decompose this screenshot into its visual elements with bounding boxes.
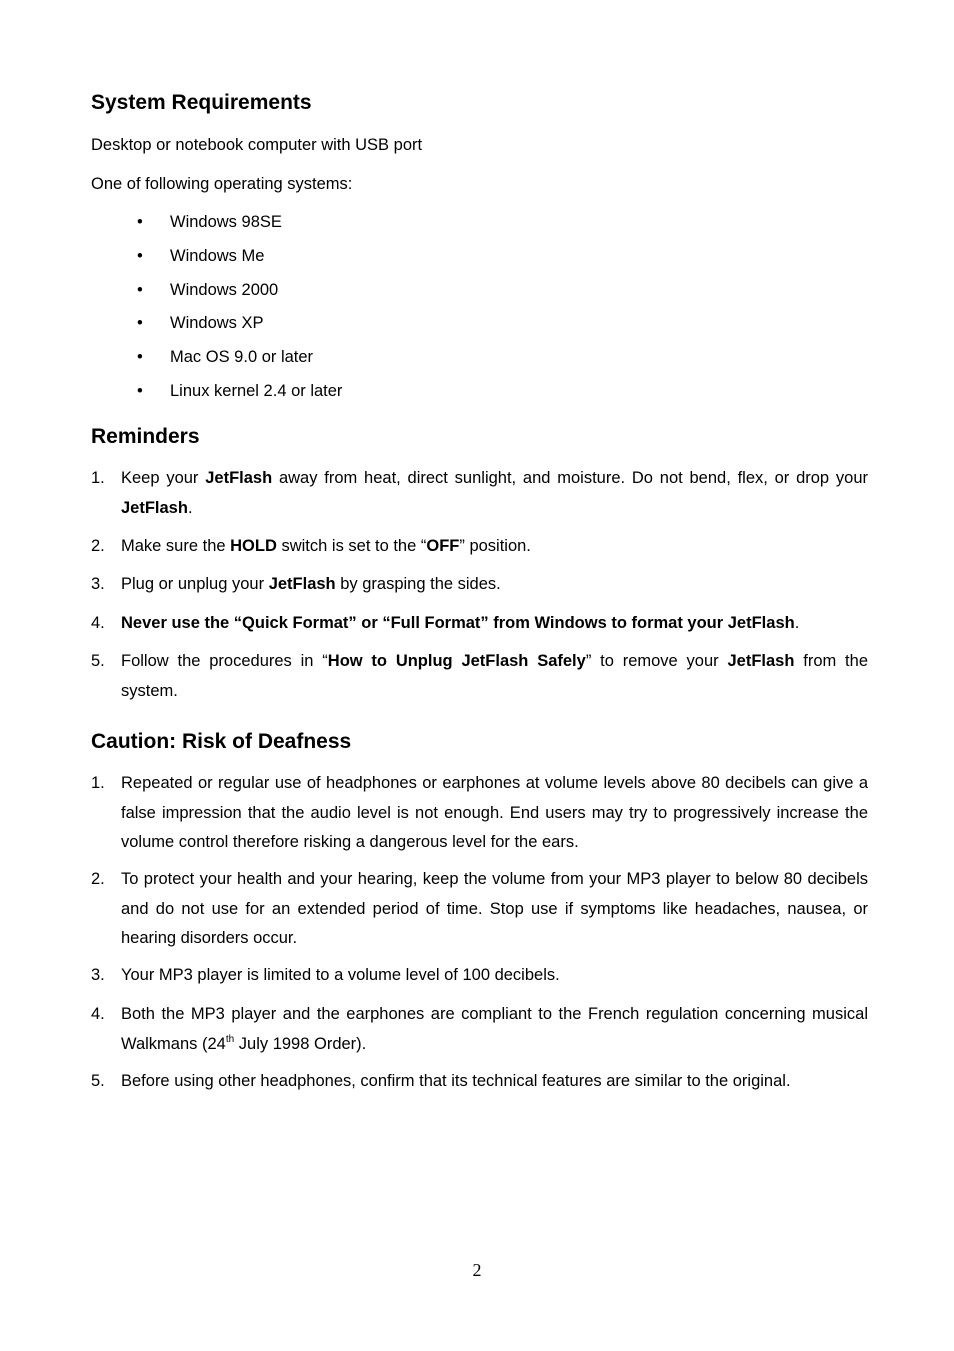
system-requirements-heading: System Requirements <box>91 91 312 114</box>
page-number: 2 <box>472 1260 482 1280</box>
list-item: 1. Repeated or regular use of headphones or earphones at volume levels above 80 decibels can give a false impression that the audio level is not enough. End users may try to progressively increase the volume control therefore risking a dangerous level for the ears. <box>91 774 868 851</box>
list-item: 5. Before using other headphones, confirm that its technical features are similar to the original. <box>91 1072 791 1090</box>
requirement-os-intro: One of following operating systems: <box>91 175 353 193</box>
list-item: 2. Make sure the HOLD switch is set to the “OFF” position. <box>91 537 531 555</box>
list-item: 4. Both the MP3 player and the earphones are compliant to the French regulation concerning musical Walkmans (24th July 1998 Order). <box>91 1005 868 1053</box>
bullet-icon: • <box>137 247 143 265</box>
requirement-computer: Desktop or notebook computer with USB port <box>91 136 423 154</box>
bullet-icon: • <box>137 281 143 299</box>
reminders-heading: Reminders <box>91 425 200 448</box>
list-item: 3. Plug or unplug your JetFlash by grasping the sides. <box>91 575 501 593</box>
list-item: 3. Your MP3 player is limited to a volume level of 100 decibels. <box>91 966 560 984</box>
list-item: 2. To protect your health and your hearing, keep the volume from your MP3 player to below 80 decibels and do not use for an extended period of time. Stop use if symptoms like headaches, nausea, or hearing disorders occur. <box>91 870 868 947</box>
list-item: 5. Follow the procedures in “How to Unplug JetFlash Safely” to remove your JetFlash from the system. <box>91 652 868 700</box>
bullet-icon: • <box>137 314 143 332</box>
bullet-icon: • <box>137 382 143 400</box>
list-item: 1. Keep your JetFlash away from heat, direct sunlight, and moisture. Do not bend, flex, or drop your JetFlash. <box>91 469 868 517</box>
bullet-icon: • <box>137 213 143 231</box>
list-item: 4. Never use the “Quick Format” or “Full Format” from Windows to format your JetFlash. <box>91 614 800 632</box>
bullet-icon: • <box>137 348 143 366</box>
document-page: System Requirements Desktop or notebook computer with USB port One of following operating systems: • Windows 98SE • Windows Me • Windows 2000 • Windows XP • Mac OS 9.0 or later • Linux kernel 2.4 or later Reminders 1. Keep your JetFlash away from heat, direct sunlight, and moisture. Do not bend, flex, or drop your JetFlash. 2. Make sure the HOLD switch is set to the “OFF” position. 3. Plug or unplug your JetFlash by grasping the sides. 4. Never use the “Quick Format” or “Full Format” from Windows to format your JetFlash. 5. Follow the procedures in “How to Unplug JetFlash Safely” to remove your JetFlash from the system. Caution: Risk of Deafness 1. Repeated or regular use of headphones or earphones at volume levels above 80 decibels can give a false impression that the audio level is not enough. End users may try to progressively increase the volume control therefore risking a dangerous level for the ears. 2. To protect your health and your hearing, keep the volume from your MP3 player to below 80 decibels and do not use for an extended period of time. Stop use if symptoms like headaches, nausea, or hearing disorders occur. 3. Your MP3 player is limited to a volume level of 100 decibels. 4. Both the MP3 player and the earphones are compliant to the French regulation concerning musical Walkmans (24th July 1998 Order). 5. Before using other headphones, confirm that its technical features are similar to the original. 2 <box>0 0 954 1351</box>
caution-heading: Caution: Risk of Deafness <box>91 730 352 753</box>
